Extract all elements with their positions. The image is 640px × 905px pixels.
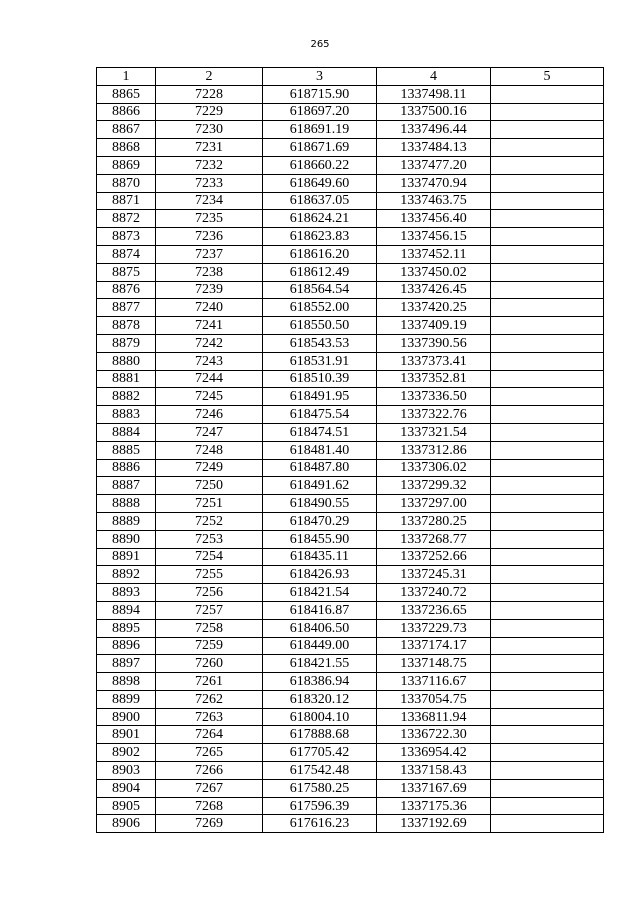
table-cell: 8903 bbox=[97, 762, 156, 780]
table-cell: 7252 bbox=[156, 512, 263, 530]
table-row bbox=[97, 352, 604, 370]
table-row bbox=[97, 726, 604, 744]
table-cell: 618623.83 bbox=[263, 228, 377, 246]
table-cell: 618612.49 bbox=[263, 263, 377, 281]
table-cell bbox=[491, 637, 604, 655]
table-cell: 8904 bbox=[97, 779, 156, 797]
table-cell: 7241 bbox=[156, 317, 263, 335]
table-row bbox=[97, 406, 604, 424]
table-cell: 8884 bbox=[97, 423, 156, 441]
table-cell: 1337484.13 bbox=[377, 139, 491, 157]
table-row bbox=[97, 619, 604, 637]
table-cell: 8873 bbox=[97, 228, 156, 246]
table-cell bbox=[491, 317, 604, 335]
table-cell: 8878 bbox=[97, 317, 156, 335]
table-cell: 1337456.15 bbox=[377, 228, 491, 246]
table-cell: 1337174.17 bbox=[377, 637, 491, 655]
table-cell: 7239 bbox=[156, 281, 263, 299]
table-cell: 1336722.30 bbox=[377, 726, 491, 744]
table-cell: 1337322.76 bbox=[377, 406, 491, 424]
table-row bbox=[97, 744, 604, 762]
table-cell: 7269 bbox=[156, 815, 263, 833]
table-cell: 7265 bbox=[156, 744, 263, 762]
table-cell bbox=[491, 530, 604, 548]
table-cell bbox=[491, 423, 604, 441]
table-cell: 1337470.94 bbox=[377, 174, 491, 192]
table-cell: 618386.94 bbox=[263, 673, 377, 691]
table-cell: 8886 bbox=[97, 459, 156, 477]
table-cell: 7230 bbox=[156, 121, 263, 139]
table-row bbox=[97, 495, 604, 513]
table-cell: 7253 bbox=[156, 530, 263, 548]
table-cell: 7259 bbox=[156, 637, 263, 655]
table-row bbox=[97, 139, 604, 157]
table-cell: 7250 bbox=[156, 477, 263, 495]
table-cell: 8874 bbox=[97, 245, 156, 263]
table-cell: 1337456.40 bbox=[377, 210, 491, 228]
table-cell: 8866 bbox=[97, 103, 156, 121]
table-cell: 617616.23 bbox=[263, 815, 377, 833]
table-cell: 1337477.20 bbox=[377, 156, 491, 174]
table-cell: 8869 bbox=[97, 156, 156, 174]
table-row bbox=[97, 317, 604, 335]
table-row bbox=[97, 815, 604, 833]
table-cell: 618406.50 bbox=[263, 619, 377, 637]
table-cell bbox=[491, 690, 604, 708]
table-cell: 618475.54 bbox=[263, 406, 377, 424]
table-cell: 618426.93 bbox=[263, 566, 377, 584]
table-cell: 8868 bbox=[97, 139, 156, 157]
table-cell: 618660.22 bbox=[263, 156, 377, 174]
table-cell: 617596.39 bbox=[263, 797, 377, 815]
table-cell: 7235 bbox=[156, 210, 263, 228]
table-cell: 1336954.42 bbox=[377, 744, 491, 762]
table-cell: 1337229.73 bbox=[377, 619, 491, 637]
table-cell: 8865 bbox=[97, 85, 156, 103]
table-cell: 618487.80 bbox=[263, 459, 377, 477]
table-row bbox=[97, 673, 604, 691]
table-cell: 7249 bbox=[156, 459, 263, 477]
table-row bbox=[97, 103, 604, 121]
table-row bbox=[97, 584, 604, 602]
table-cell: 7257 bbox=[156, 601, 263, 619]
table-row bbox=[97, 388, 604, 406]
table-cell: 618616.20 bbox=[263, 245, 377, 263]
table-cell: 7255 bbox=[156, 566, 263, 584]
table-cell: 7262 bbox=[156, 690, 263, 708]
table-cell: 7260 bbox=[156, 655, 263, 673]
table-cell: 1337158.43 bbox=[377, 762, 491, 780]
table-cell: 618697.20 bbox=[263, 103, 377, 121]
table-cell: 618671.69 bbox=[263, 139, 377, 157]
table-cell bbox=[491, 815, 604, 833]
table-cell: 7240 bbox=[156, 299, 263, 317]
table-cell: 8872 bbox=[97, 210, 156, 228]
table-cell: 618491.95 bbox=[263, 388, 377, 406]
table-cell: 1337167.69 bbox=[377, 779, 491, 797]
table-row bbox=[97, 85, 604, 103]
table-cell bbox=[491, 584, 604, 602]
table-cell: 1337175.36 bbox=[377, 797, 491, 815]
table-cell bbox=[491, 495, 604, 513]
table-row bbox=[97, 299, 604, 317]
table-cell: 617580.25 bbox=[263, 779, 377, 797]
table-cell bbox=[491, 210, 604, 228]
table-cell: 8890 bbox=[97, 530, 156, 548]
table-cell bbox=[491, 85, 604, 103]
table-cell: 8905 bbox=[97, 797, 156, 815]
table-cell: 1337116.67 bbox=[377, 673, 491, 691]
table-cell: 617705.42 bbox=[263, 744, 377, 762]
table-cell: 8867 bbox=[97, 121, 156, 139]
table-cell: 7254 bbox=[156, 548, 263, 566]
table-row bbox=[97, 477, 604, 495]
table-cell: 1337306.02 bbox=[377, 459, 491, 477]
table-cell: 8900 bbox=[97, 708, 156, 726]
table-cell: 1337352.81 bbox=[377, 370, 491, 388]
table-cell: 1337452.11 bbox=[377, 245, 491, 263]
table-row bbox=[97, 762, 604, 780]
table-cell bbox=[491, 370, 604, 388]
table-cell: 8889 bbox=[97, 512, 156, 530]
table-cell: 618691.19 bbox=[263, 121, 377, 139]
column-header: 1 bbox=[97, 68, 156, 86]
table-row bbox=[97, 334, 604, 352]
table-cell: 1337373.41 bbox=[377, 352, 491, 370]
table-cell: 1337192.69 bbox=[377, 815, 491, 833]
table-cell: 1337321.54 bbox=[377, 423, 491, 441]
table-cell: 7256 bbox=[156, 584, 263, 602]
table-cell: 1337426.45 bbox=[377, 281, 491, 299]
table-cell bbox=[491, 228, 604, 246]
table-cell bbox=[491, 441, 604, 459]
table-row bbox=[97, 459, 604, 477]
table-cell: 1337252.66 bbox=[377, 548, 491, 566]
table-cell: 8882 bbox=[97, 388, 156, 406]
table-cell: 618564.54 bbox=[263, 281, 377, 299]
column-header: 4 bbox=[377, 68, 491, 86]
table-cell: 7229 bbox=[156, 103, 263, 121]
table-cell: 618490.55 bbox=[263, 495, 377, 513]
table-cell: 618449.00 bbox=[263, 637, 377, 655]
table-cell: 7243 bbox=[156, 352, 263, 370]
table-cell: 8895 bbox=[97, 619, 156, 637]
table-cell: 618421.55 bbox=[263, 655, 377, 673]
table-cell bbox=[491, 512, 604, 530]
table-cell: 1337498.11 bbox=[377, 85, 491, 103]
table-cell: 618543.53 bbox=[263, 334, 377, 352]
page-number: 265 bbox=[310, 39, 330, 50]
table-cell bbox=[491, 281, 604, 299]
table-cell bbox=[491, 566, 604, 584]
table-cell: 7228 bbox=[156, 85, 263, 103]
table-cell: 7261 bbox=[156, 673, 263, 691]
table-row bbox=[97, 797, 604, 815]
table-cell: 8901 bbox=[97, 726, 156, 744]
table-cell: 7246 bbox=[156, 406, 263, 424]
table-cell: 7233 bbox=[156, 174, 263, 192]
table-cell: 8906 bbox=[97, 815, 156, 833]
table-cell: 1337268.77 bbox=[377, 530, 491, 548]
table-cell: 7242 bbox=[156, 334, 263, 352]
table-cell: 1337409.19 bbox=[377, 317, 491, 335]
table-cell: 8897 bbox=[97, 655, 156, 673]
table-row bbox=[97, 423, 604, 441]
table-cell: 7263 bbox=[156, 708, 263, 726]
table-cell: 7234 bbox=[156, 192, 263, 210]
table-row bbox=[97, 512, 604, 530]
table-cell: 8880 bbox=[97, 352, 156, 370]
table-cell: 8877 bbox=[97, 299, 156, 317]
table-cell: 617888.68 bbox=[263, 726, 377, 744]
table-cell bbox=[491, 352, 604, 370]
table-cell: 7231 bbox=[156, 139, 263, 157]
table-cell: 7248 bbox=[156, 441, 263, 459]
table-cell bbox=[491, 655, 604, 673]
table-row bbox=[97, 121, 604, 139]
table-cell: 8898 bbox=[97, 673, 156, 691]
table-row bbox=[97, 655, 604, 673]
table-cell: 8883 bbox=[97, 406, 156, 424]
table-cell bbox=[491, 192, 604, 210]
table-cell: 618421.54 bbox=[263, 584, 377, 602]
table-cell bbox=[491, 139, 604, 157]
table-cell: 7258 bbox=[156, 619, 263, 637]
table-cell: 1337500.16 bbox=[377, 103, 491, 121]
table-row bbox=[97, 530, 604, 548]
table-cell: 618649.60 bbox=[263, 174, 377, 192]
table-cell: 8891 bbox=[97, 548, 156, 566]
table-cell: 618637.05 bbox=[263, 192, 377, 210]
table-cell: 1337450.02 bbox=[377, 263, 491, 281]
table-cell: 7232 bbox=[156, 156, 263, 174]
table-cell: 8899 bbox=[97, 690, 156, 708]
table-row bbox=[97, 192, 604, 210]
table-cell: 1337496.44 bbox=[377, 121, 491, 139]
column-header: 3 bbox=[263, 68, 377, 86]
table-cell bbox=[491, 263, 604, 281]
table-cell bbox=[491, 708, 604, 726]
table-cell: 1337390.56 bbox=[377, 334, 491, 352]
table-cell: 7247 bbox=[156, 423, 263, 441]
table-cell: 618510.39 bbox=[263, 370, 377, 388]
table-cell bbox=[491, 601, 604, 619]
table-cell: 1337148.75 bbox=[377, 655, 491, 673]
table-cell: 618481.40 bbox=[263, 441, 377, 459]
column-header: 2 bbox=[156, 68, 263, 86]
table-cell: 7237 bbox=[156, 245, 263, 263]
table-cell: 7267 bbox=[156, 779, 263, 797]
table-cell: 7251 bbox=[156, 495, 263, 513]
table-cell: 8892 bbox=[97, 566, 156, 584]
table-cell: 618435.11 bbox=[263, 548, 377, 566]
table-cell: 8875 bbox=[97, 263, 156, 281]
table-row bbox=[97, 228, 604, 246]
table-cell: 1337463.75 bbox=[377, 192, 491, 210]
table-cell: 7266 bbox=[156, 762, 263, 780]
table-cell: 618474.51 bbox=[263, 423, 377, 441]
table-row bbox=[97, 690, 604, 708]
table-cell: 8896 bbox=[97, 637, 156, 655]
table-cell bbox=[491, 156, 604, 174]
table-cell: 8871 bbox=[97, 192, 156, 210]
table-row bbox=[97, 281, 604, 299]
table-row bbox=[97, 156, 604, 174]
table-cell: 618552.00 bbox=[263, 299, 377, 317]
table-row bbox=[97, 210, 604, 228]
table-cell: 8894 bbox=[97, 601, 156, 619]
table-cell bbox=[491, 406, 604, 424]
table-cell: 1337245.31 bbox=[377, 566, 491, 584]
table-row bbox=[97, 174, 604, 192]
table-row bbox=[97, 245, 604, 263]
table-cell: 1337054.75 bbox=[377, 690, 491, 708]
table-row bbox=[97, 548, 604, 566]
table-cell: 618550.50 bbox=[263, 317, 377, 335]
table-cell: 8870 bbox=[97, 174, 156, 192]
table-row bbox=[97, 708, 604, 726]
table-cell: 1337297.00 bbox=[377, 495, 491, 513]
table-cell: 8887 bbox=[97, 477, 156, 495]
table-row bbox=[97, 370, 604, 388]
table-row bbox=[97, 263, 604, 281]
table-cell bbox=[491, 744, 604, 762]
table-row bbox=[97, 779, 604, 797]
table-cell: 8879 bbox=[97, 334, 156, 352]
table-cell bbox=[491, 174, 604, 192]
table-row bbox=[97, 637, 604, 655]
table-cell: 617542.48 bbox=[263, 762, 377, 780]
table-cell bbox=[491, 619, 604, 637]
table-cell: 8876 bbox=[97, 281, 156, 299]
coordinates-table bbox=[96, 67, 604, 833]
column-header: 5 bbox=[491, 68, 604, 86]
table-cell bbox=[491, 673, 604, 691]
table-cell bbox=[491, 103, 604, 121]
table-cell: 618455.90 bbox=[263, 530, 377, 548]
table-cell: 1337312.86 bbox=[377, 441, 491, 459]
table-cell bbox=[491, 299, 604, 317]
table-cell bbox=[491, 388, 604, 406]
table-cell: 8888 bbox=[97, 495, 156, 513]
table-cell: 618470.29 bbox=[263, 512, 377, 530]
table-header-row bbox=[97, 68, 604, 86]
table-cell: 618491.62 bbox=[263, 477, 377, 495]
table-cell: 618715.90 bbox=[263, 85, 377, 103]
table-body bbox=[97, 85, 604, 832]
table-cell bbox=[491, 121, 604, 139]
table-cell bbox=[491, 459, 604, 477]
table-cell: 1337236.65 bbox=[377, 601, 491, 619]
table-cell bbox=[491, 477, 604, 495]
table-cell bbox=[491, 779, 604, 797]
table-cell: 618416.87 bbox=[263, 601, 377, 619]
table-cell: 618320.12 bbox=[263, 690, 377, 708]
table-cell: 618531.91 bbox=[263, 352, 377, 370]
table-cell: 7236 bbox=[156, 228, 263, 246]
table-cell: 7238 bbox=[156, 263, 263, 281]
table-cell: 618004.10 bbox=[263, 708, 377, 726]
table-cell bbox=[491, 548, 604, 566]
table-cell: 7268 bbox=[156, 797, 263, 815]
table-cell: 8885 bbox=[97, 441, 156, 459]
table-cell: 7244 bbox=[156, 370, 263, 388]
table-cell bbox=[491, 245, 604, 263]
table-row bbox=[97, 441, 604, 459]
table-row bbox=[97, 601, 604, 619]
table-cell bbox=[491, 762, 604, 780]
table-cell: 1337420.25 bbox=[377, 299, 491, 317]
table-cell: 618624.21 bbox=[263, 210, 377, 228]
table-cell: 1337299.32 bbox=[377, 477, 491, 495]
table-cell bbox=[491, 797, 604, 815]
table-cell bbox=[491, 334, 604, 352]
table-cell: 7264 bbox=[156, 726, 263, 744]
table-cell: 8881 bbox=[97, 370, 156, 388]
table-cell: 7245 bbox=[156, 388, 263, 406]
table-cell bbox=[491, 726, 604, 744]
table-cell: 8893 bbox=[97, 584, 156, 602]
table-cell: 1337336.50 bbox=[377, 388, 491, 406]
table-cell: 1337280.25 bbox=[377, 512, 491, 530]
table-cell: 1337240.72 bbox=[377, 584, 491, 602]
table-cell: 8902 bbox=[97, 744, 156, 762]
table-cell: 1336811.94 bbox=[377, 708, 491, 726]
table-row bbox=[97, 566, 604, 584]
